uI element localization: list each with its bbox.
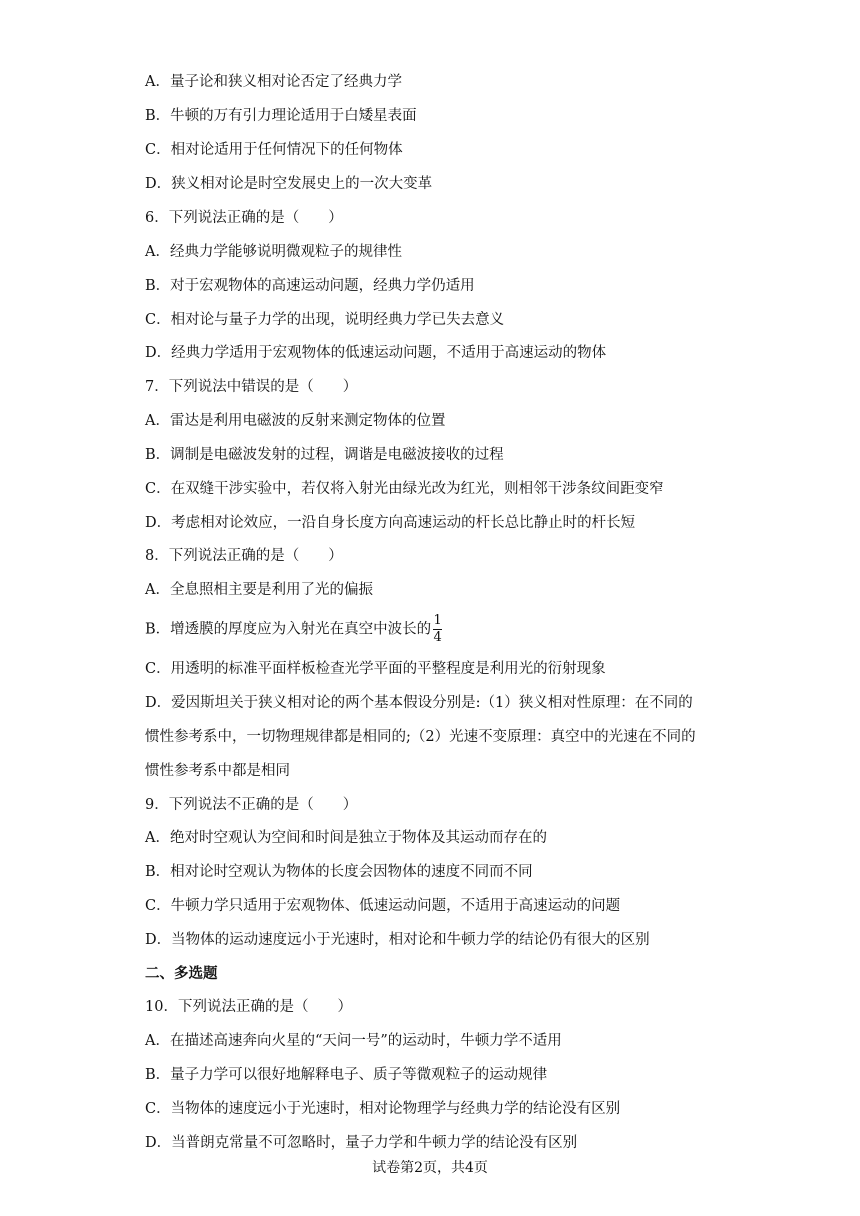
fraction-denominator: 4 (433, 630, 442, 645)
q8-option-d-line1: D．爱因斯坦关于狭义相对论的两个基本假设分别是:（1）狭义相对性原理：在不同的 (145, 695, 693, 711)
q10-option-c: C．当物体的速度远小于光速时，相对论物理学与经典力学的结论没有区别 (145, 1101, 621, 1117)
q10-stem: 10．下列说法正确的是（ ） (145, 999, 352, 1015)
q10-option-a: A．在描述高速奔向火星的“天问一号”的运动时，牛顿力学不适用 (145, 1033, 562, 1049)
q5-option-a: A．量子论和狭义相对论否定了经典力学 (145, 74, 402, 90)
q10-option-d: D．当普朗克常量不可忽略时，量子力学和牛顿力学的结论没有区别 (145, 1135, 578, 1151)
q7-option-d: D．考虑相对论效应，一沿自身长度方向高速运动的杆长总比静止时的杆长短 (145, 515, 636, 531)
q5-option-c: C．相对论适用于任何情况下的任何物体 (145, 142, 403, 158)
q8-option-b (145, 614, 442, 645)
q8-option-b-text: B．增透膜的厚度应为入射光在真空中波长的 (145, 621, 432, 638)
section-heading-multiple-choice: 二、多选题 (145, 966, 218, 982)
q7-option-a: A．雷达是利用电磁波的反射来测定物体的位置 (145, 413, 446, 429)
q6-stem: 6．下列说法正确的是（ ） (145, 210, 343, 226)
q8-option-c: C．用透明的标准平面样板检查光学平面的平整程度是利用光的衍射现象 (145, 661, 606, 677)
q9-stem: 9．下列说法不正确的是（ ） (145, 797, 358, 813)
q6-option-a: A．经典力学能够说明微观粒子的规律性 (145, 244, 402, 260)
page-footer: 试卷第2页，共4页 (372, 1160, 488, 1176)
q10-option-b: B．量子力学可以很好地解释电子、质子等微观粒子的运动规律 (145, 1067, 548, 1083)
q6-option-b: B．对于宏观物体的高速运动问题，经典力学仍适用 (145, 278, 475, 294)
q7-option-b: B．调制是电磁波发射的过程，调谐是电磁波接收的过程 (145, 447, 504, 463)
q9-option-b: B．相对论时空观认为物体的长度会因物体的速度不同而不同 (145, 864, 533, 880)
q6-option-c: C．相对论与量子力学的出现，说明经典力学已失去意义 (145, 312, 505, 328)
q7-option-c: C．在双缝干涉实验中，若仅将入射光由绿光改为红光，则相邻干涉条纹间距变窄 (145, 481, 664, 497)
q5-option-d: D．狭义相对论是时空发展史上的一次大变革 (145, 176, 433, 192)
q8-option-a: A．全息照相主要是利用了光的偏振 (145, 582, 373, 598)
q8-stem: 8．下列说法正确的是（ ） (145, 548, 343, 564)
q9-option-c: C．牛顿力学只适用于宏观物体、低速运动问题，不适用于高速运动的问题 (145, 898, 621, 914)
q8-option-d-line2: 惯性参考系中，一切物理规律都是相同的;（2）光速不变原理：真空中的光速在不同的 (145, 729, 696, 745)
q6-option-d: D．经典力学适用于宏观物体的低速运动问题，不适用于高速运动的物体 (145, 345, 607, 361)
q5-option-b: B．牛顿的万有引力理论适用于白矮星表面 (145, 108, 417, 124)
q9-option-d: D．当物体的运动速度远小于光速时，相对论和牛顿力学的结论仍有很大的区别 (145, 932, 650, 948)
q7-stem: 7．下列说法中错误的是（ ） (145, 379, 358, 395)
q8-option-d-line3: 惯性参考系中都是相同 (145, 763, 290, 779)
fraction-one-quarter (433, 614, 442, 645)
q9-option-a: A．绝对时空观认为空间和时间是独立于物体及其运动而存在的 (145, 830, 547, 846)
fraction-numerator: 1 (433, 613, 442, 628)
